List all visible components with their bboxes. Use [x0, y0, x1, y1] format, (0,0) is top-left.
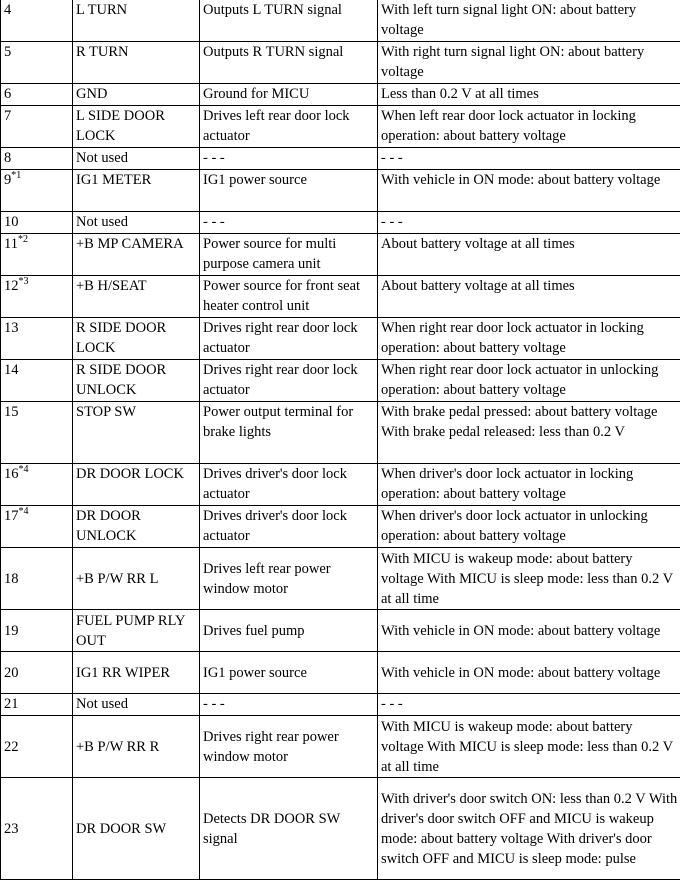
condition: - - -: [378, 212, 680, 234]
terminal-name: R TURN: [73, 42, 200, 84]
terminal-name: STOP SW: [73, 402, 200, 464]
description: Drives left rear door lock actuator: [200, 106, 378, 148]
description: - - -: [200, 212, 378, 234]
condition: - - -: [378, 148, 680, 170]
terminal-name: DR DOOR LOCK: [73, 464, 200, 506]
terminal-name: IG1 RR WIPER: [73, 652, 200, 694]
table-row: [1, 402, 680, 464]
condition: Less than 0.2 V at all times: [378, 84, 680, 106]
pin-number: 12$^{*3}$: [1, 276, 73, 318]
condition: With MICU is wakeup mode: about battery voltage With MICU is sleep mode: less than 0.2 V at all time: [378, 716, 680, 778]
description: Drives driver's door lock actuator: [200, 506, 378, 548]
description: Drives right rear door lock actuator: [200, 318, 378, 360]
pin-number: 10: [1, 212, 73, 234]
terminal-name: +B P/W RR L: [73, 548, 200, 610]
pin-number: 17$^{*4}$: [1, 506, 73, 548]
terminal-name: L TURN: [73, 0, 200, 42]
description: Outputs R TURN signal: [200, 42, 378, 84]
pin-number: 14: [1, 360, 73, 402]
description: Ground for MICU: [200, 84, 378, 106]
pin-number: 6: [1, 84, 73, 106]
pin-number: 11$^{*2}$: [1, 234, 73, 276]
pin-number: 21: [1, 694, 73, 716]
description: Drives right rear power window motor: [200, 716, 378, 778]
condition: With vehicle in ON mode: about battery voltage: [378, 170, 680, 212]
table-row: [1, 360, 680, 402]
description: Power source for multi purpose camera unit: [200, 234, 378, 276]
condition: - - -: [378, 694, 680, 716]
pin-number: 20: [1, 652, 73, 694]
terminal-name: +B H/SEAT: [73, 276, 200, 318]
pin-number: 13: [1, 318, 73, 360]
table-row: [1, 318, 680, 360]
pin-number: 22: [1, 716, 73, 778]
table-row: [1, 84, 680, 106]
description: Power source for front seat heater control unit: [200, 276, 378, 318]
condition: With left turn signal light ON: about battery voltage: [378, 0, 680, 42]
table-row: [1, 234, 680, 276]
description: Drives fuel pump: [200, 610, 378, 652]
table-row: [1, 716, 680, 778]
condition: About battery voltage at all times: [378, 276, 680, 318]
terminal-name: DR DOOR UNLOCK: [73, 506, 200, 548]
description: - - -: [200, 148, 378, 170]
pin-number: 18: [1, 548, 73, 610]
terminal-name: R SIDE DOOR UNLOCK: [73, 360, 200, 402]
pin-number: 19: [1, 610, 73, 652]
description: - - -: [200, 694, 378, 716]
condition: With MICU is wakeup mode: about battery voltage With MICU is sleep mode: less than 0.2 V at all time: [378, 548, 680, 610]
description: Drives right rear door lock actuator: [200, 360, 378, 402]
condition: With right turn signal light ON: about battery voltage: [378, 42, 680, 84]
pin-number: 8: [1, 148, 73, 170]
description: IG1 power source: [200, 652, 378, 694]
description: Power output terminal for brake lights: [200, 402, 378, 464]
table-row: [1, 548, 680, 610]
description: IG1 power source: [200, 170, 378, 212]
table-row: [1, 212, 680, 234]
pin-number: 7: [1, 106, 73, 148]
table-row: [1, 276, 680, 318]
terminal-name: L SIDE DOOR LOCK: [73, 106, 200, 148]
table-row: [1, 42, 680, 84]
description: Outputs L TURN signal: [200, 0, 378, 42]
table-row: [1, 506, 680, 548]
table-row: [1, 652, 680, 694]
table-row: [1, 106, 680, 148]
terminal-name: Not used: [73, 148, 200, 170]
terminal-name: IG1 METER: [73, 170, 200, 212]
condition: When left rear door lock actuator in locking operation: about battery voltage: [378, 106, 680, 148]
terminal-name: R SIDE DOOR LOCK: [73, 318, 200, 360]
table-row: [1, 610, 680, 652]
table-row: [1, 170, 680, 212]
condition: With vehicle in ON mode: about battery voltage: [378, 652, 680, 694]
condition: When right rear door lock actuator in unlocking operation: about battery voltage: [378, 360, 680, 402]
pin-number: 23: [1, 778, 73, 880]
terminal-name: +B MP CAMERA: [73, 234, 200, 276]
terminal-name: FUEL PUMP RLY OUT: [73, 610, 200, 652]
table-row: [1, 694, 680, 716]
terminal-name: Not used: [73, 694, 200, 716]
condition: When driver's door lock actuator in locking operation: about battery voltage: [378, 464, 680, 506]
table-row: [1, 464, 680, 506]
pin-number: 9$^{*1}$: [1, 170, 73, 212]
terminal-name: GND: [73, 84, 200, 106]
description: Drives left rear power window motor: [200, 548, 378, 610]
table-row: [1, 778, 680, 880]
description: Drives driver's door lock actuator: [200, 464, 378, 506]
pin-number: 15: [1, 402, 73, 464]
condition: About battery voltage at all times: [378, 234, 680, 276]
condition: With driver's door switch ON: less than 0.2 V With driver's door switch OFF and MICU is wakeup mode: about battery voltage With driver's door switch OFF and MICU is sleep mode: pulse: [378, 778, 680, 880]
condition: With vehicle in ON mode: about battery voltage: [378, 610, 680, 652]
pin-number: 5: [1, 42, 73, 84]
terminal-name: Not used: [73, 212, 200, 234]
condition: When right rear door lock actuator in locking operation: about battery voltage: [378, 318, 680, 360]
condition: When driver's door lock actuator in unlocking operation: about battery voltage: [378, 506, 680, 548]
terminal-name: +B P/W RR R: [73, 716, 200, 778]
pin-number: 4: [1, 0, 73, 42]
table-row: [1, 148, 680, 170]
terminal-name: DR DOOR SW: [73, 778, 200, 880]
description: Detects DR DOOR SW signal: [200, 778, 378, 880]
condition: With brake pedal pressed: about battery voltage With brake pedal released: less than 0.2 V: [378, 402, 680, 464]
table-row: [1, 0, 680, 42]
pin-number: 16$^{*4}$: [1, 464, 73, 506]
